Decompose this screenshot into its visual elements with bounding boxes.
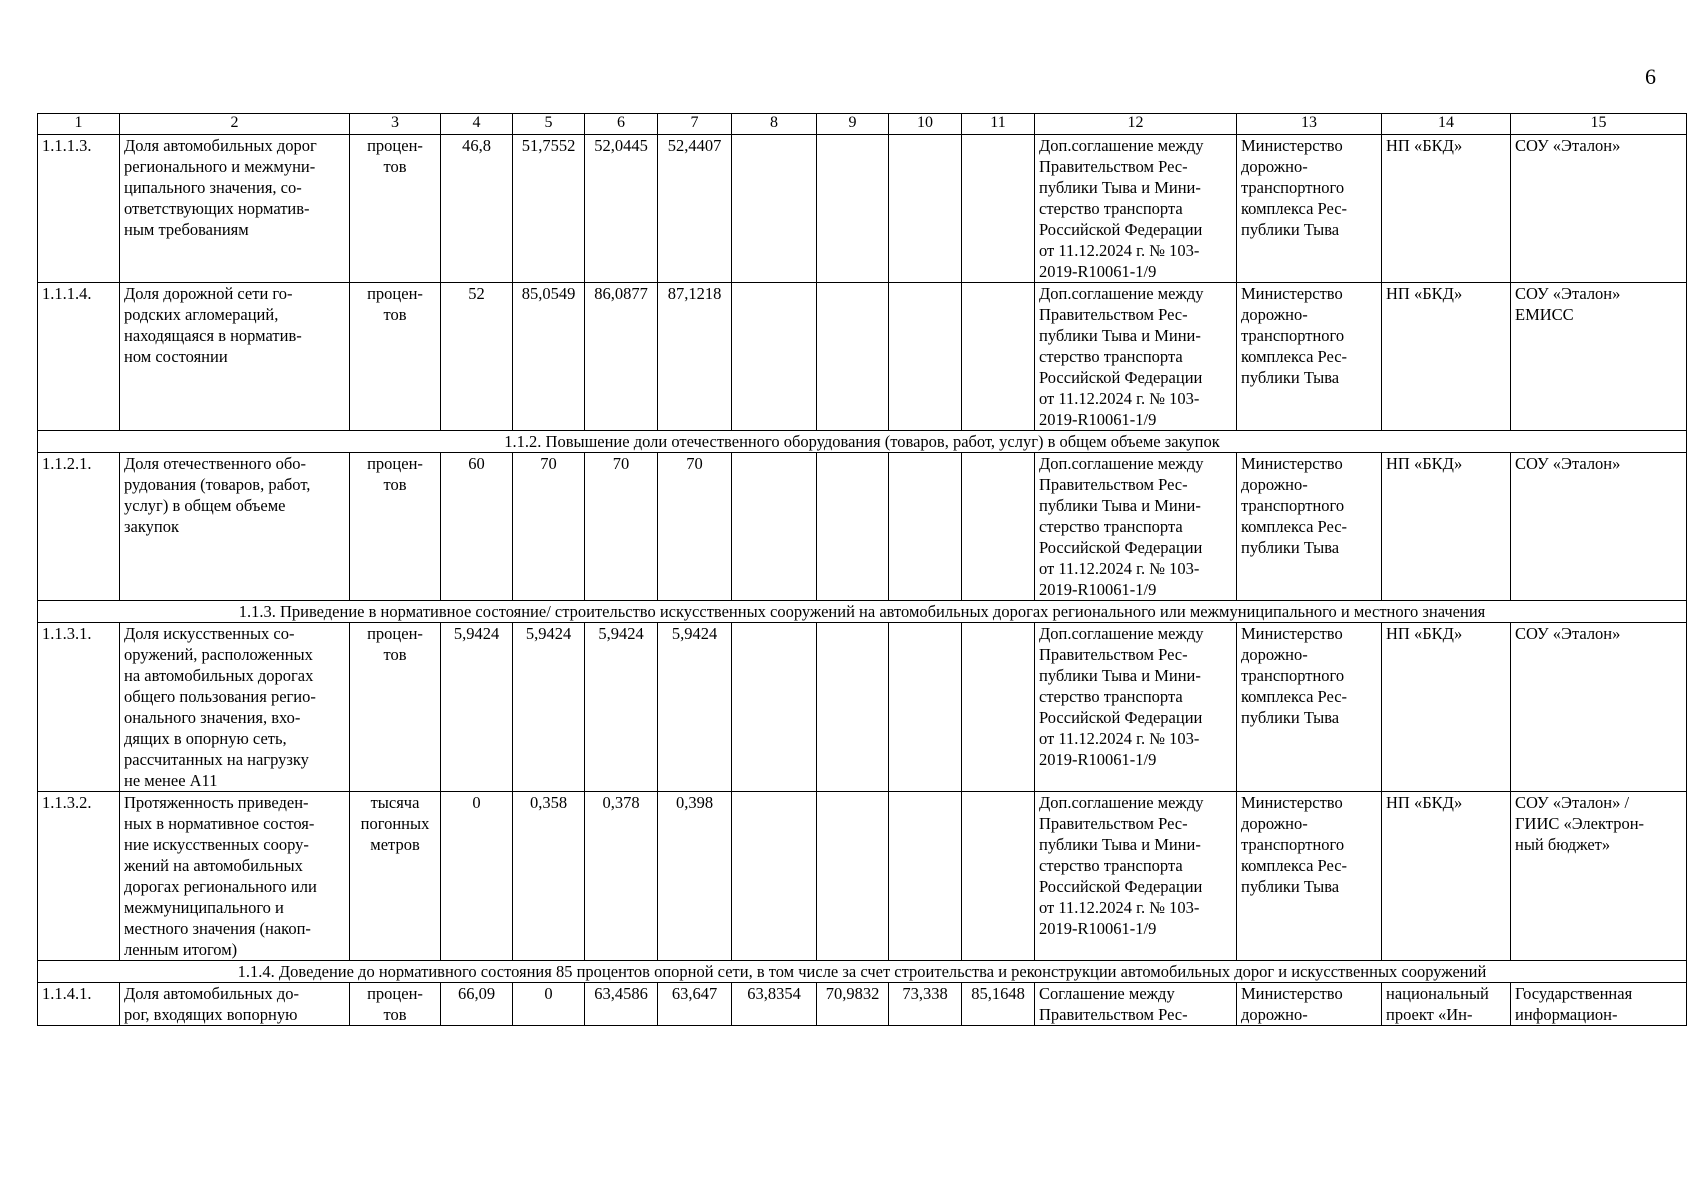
project-link-cell xyxy=(1382,283,1511,431)
responsible-agency-cell xyxy=(1237,983,1382,1026)
table-row xyxy=(38,283,1687,431)
indicator-name-cell xyxy=(120,453,350,601)
value-col-11-cell xyxy=(962,983,1035,1026)
document-basis: Доп.соглашение между Правительством Рес- публики Тыва и Мини- стерство транспорта Российской Федерации от 11.12.2024 г. № 103- 2019-R10061-1/9 xyxy=(1039,454,1204,599)
document-basis: Доп.соглашение между Правительством Рес- публики Тыва и Мини- стерство транспорта Российской Федерации от 11.12.2024 г. № 103- 2019-R10061-1/9 xyxy=(1039,136,1204,281)
responsible-agency-cell xyxy=(1237,453,1382,601)
responsible-agency-cell xyxy=(1237,792,1382,961)
value-col-6-cell xyxy=(585,792,658,961)
responsible-agency: Министерство дорожно- транспортного комплекса Рес- публики Тыва xyxy=(1241,624,1348,727)
responsible-agency: Министерство дорожно- транспортного комплекса Рес- публики Тыва xyxy=(1241,136,1348,239)
value-col-10-cell xyxy=(889,792,962,961)
row-code-cell xyxy=(38,623,120,792)
base-value-cell xyxy=(441,453,513,601)
value-col-8-cell xyxy=(732,283,817,431)
row-code: 1.1.1.3. xyxy=(42,136,92,155)
base-value-cell xyxy=(441,135,513,283)
unit: процен- тов xyxy=(367,136,423,176)
value-col-6-cell xyxy=(585,983,658,1026)
indicator-name: Протяженность приведен- ных в нормативное состоя- ние искусственных соору- жений на автомобильных дорогах регионального или межмуниципального и местного значения (накоп- ленным итогом) xyxy=(124,793,317,959)
indicator-name-cell xyxy=(120,983,350,1026)
row-code-cell xyxy=(38,453,120,601)
column-number: 3 xyxy=(350,114,441,135)
column-number: 14 xyxy=(1382,114,1511,135)
row-code: 1.1.2.1. xyxy=(42,454,92,473)
value-col-10-cell xyxy=(889,453,962,601)
base-value: 0 xyxy=(472,793,481,812)
base-value: 5,9424 xyxy=(453,624,500,643)
value-col-5: 5,9424 xyxy=(525,624,572,643)
document-basis-cell xyxy=(1035,792,1237,961)
project-link-cell xyxy=(1382,453,1511,601)
unit-cell xyxy=(350,453,441,601)
value-col-9: 70,9832 xyxy=(825,984,880,1003)
project-link-cell xyxy=(1382,623,1511,792)
value-col-5-cell xyxy=(513,453,585,601)
column-number: 9 xyxy=(817,114,889,135)
project-link: НП «БКД» xyxy=(1386,793,1463,812)
data-source-cell xyxy=(1511,135,1687,283)
document-basis: Доп.соглашение между Правительством Рес- публики Тыва и Мини- стерство транспорта Российской Федерации от 11.12.2024 г. № 103- 2019-R10061-1/9 xyxy=(1039,793,1204,938)
data-source: СОУ «Эталон» xyxy=(1515,624,1621,643)
data-source-cell xyxy=(1511,453,1687,601)
indicator-name: Доля автомобильных дорог регионального и межмуни- ципального значения, со- ответствующих норматив- ным требованиям xyxy=(124,136,317,239)
value-col-7-cell xyxy=(658,453,732,601)
value-col-11: 85,1648 xyxy=(971,984,1025,1003)
project-link: НП «БКД» xyxy=(1386,454,1463,473)
indicators-table xyxy=(37,113,1687,1026)
value-col-5-cell xyxy=(513,623,585,792)
row-code-cell xyxy=(38,135,120,283)
value-col-6: 52,0445 xyxy=(594,136,648,155)
document-basis-cell xyxy=(1035,453,1237,601)
row-code-cell xyxy=(38,983,120,1026)
base-value: 60 xyxy=(468,454,485,473)
responsible-agency: Министерство дорожно- транспортного комплекса Рес- публики Тыва xyxy=(1241,284,1348,387)
value-col-9-cell xyxy=(817,983,889,1026)
value-col-7: 0,398 xyxy=(675,793,714,812)
value-col-10-cell xyxy=(889,983,962,1026)
column-number: 15 xyxy=(1511,114,1687,135)
value-col-9-cell xyxy=(817,623,889,792)
value-col-6: 0,378 xyxy=(602,793,640,812)
responsible-agency: Министерство дорожно- xyxy=(1241,984,1343,1024)
column-number: 8 xyxy=(732,114,817,135)
value-col-6-cell xyxy=(585,623,658,792)
value-col-7-cell xyxy=(658,623,732,792)
value-col-5-cell xyxy=(513,283,585,431)
value-col-11-cell xyxy=(962,283,1035,431)
project-link: НП «БКД» xyxy=(1386,284,1463,303)
responsible-agency-cell xyxy=(1237,623,1382,792)
responsible-agency: Министерство дорожно- транспортного комплекса Рес- публики Тыва xyxy=(1241,793,1348,896)
project-link-cell xyxy=(1382,792,1511,961)
document-basis: Доп.соглашение между Правительством Рес- публики Тыва и Мини- стерство транспорта Российской Федерации от 11.12.2024 г. № 103- 2019-R10061-1/9 xyxy=(1039,284,1204,429)
column-number: 13 xyxy=(1237,114,1382,135)
value-col-5: 0 xyxy=(544,984,553,1003)
project-link: национальный проект «Ин- xyxy=(1386,984,1489,1024)
value-col-9-cell xyxy=(817,792,889,961)
indicator-name: Доля искусственных со- оружений, расположенных на автомобильных дорогах общего пользования регио- онального значения, вхо- дящих в опорную сеть, рассчитанных на нагрузку не менее А11 xyxy=(124,624,316,790)
data-source: СОУ «Эталон» xyxy=(1515,454,1621,473)
responsible-agency-cell xyxy=(1237,283,1382,431)
unit-cell xyxy=(350,283,441,431)
project-link-cell xyxy=(1382,983,1511,1026)
document-basis-cell xyxy=(1035,983,1237,1026)
column-number: 4 xyxy=(441,114,513,135)
value-col-8-cell xyxy=(732,453,817,601)
project-link: НП «БКД» xyxy=(1386,136,1463,155)
document-basis-cell xyxy=(1035,135,1237,283)
data-source: СОУ «Эталон» / ГИИС «Электрон- ный бюджет» xyxy=(1515,793,1645,854)
document-basis: Доп.соглашение между Правительством Рес- публики Тыва и Мини- стерство транспорта Российской Федерации от 11.12.2024 г. № 103- 2019-R10061-1/9 xyxy=(1039,624,1204,769)
base-value-cell xyxy=(441,283,513,431)
section-header-row xyxy=(38,431,1687,453)
value-col-9-cell xyxy=(817,453,889,601)
value-col-10-cell xyxy=(889,135,962,283)
unit: процен- тов xyxy=(367,984,423,1024)
unit-cell xyxy=(350,983,441,1026)
row-code: 1.1.3.1. xyxy=(42,624,92,643)
value-col-7: 87,1218 xyxy=(667,284,722,303)
value-col-11-cell xyxy=(962,623,1035,792)
indicator-name: Доля дорожной сети го- родских агломераций, находящаяся в норматив- ном состоянии xyxy=(124,284,302,366)
data-source: СОУ «Эталон» ЕМИСС xyxy=(1515,284,1621,324)
row-code-cell xyxy=(38,283,120,431)
base-value: 46,8 xyxy=(462,136,491,155)
base-value-cell xyxy=(441,983,513,1026)
unit: процен- тов xyxy=(367,624,423,664)
table-row xyxy=(38,135,1687,283)
value-col-6: 86,0877 xyxy=(594,284,648,303)
unit: тысяча погонных метров xyxy=(360,793,430,854)
value-col-5-cell xyxy=(513,983,585,1026)
unit-cell xyxy=(350,792,441,961)
table-row xyxy=(38,983,1687,1026)
row-code: 1.1.1.4. xyxy=(42,284,92,303)
responsible-agency: Министерство дорожно- транспортного комплекса Рес- публики Тыва xyxy=(1241,454,1348,557)
value-col-5: 51,7552 xyxy=(521,136,576,155)
value-col-7: 52,4407 xyxy=(667,136,722,155)
unit-cell xyxy=(350,623,441,792)
value-col-10-cell xyxy=(889,283,962,431)
indicator-name: Доля отечественного обо- рудования (товаров, работ, услуг) в общем объеме закупок xyxy=(124,454,311,536)
column-number: 12 xyxy=(1035,114,1237,135)
value-col-6: 70 xyxy=(612,454,630,473)
value-col-7: 5,9424 xyxy=(671,624,718,643)
value-col-6-cell xyxy=(585,453,658,601)
value-col-7: 63,647 xyxy=(671,984,718,1003)
indicator-name-cell xyxy=(120,792,350,961)
indicator-name-cell xyxy=(120,623,350,792)
document-basis-cell xyxy=(1035,623,1237,792)
value-col-7-cell xyxy=(658,792,732,961)
value-col-7-cell xyxy=(658,135,732,283)
document-basis: Соглашение между Правительством Рес- xyxy=(1039,984,1188,1024)
value-col-6: 63,4586 xyxy=(594,984,648,1003)
value-col-6-cell xyxy=(585,283,658,431)
value-col-5: 70 xyxy=(540,454,557,473)
project-link: НП «БКД» xyxy=(1386,624,1463,643)
value-col-10-cell xyxy=(889,623,962,792)
document-basis-cell xyxy=(1035,283,1237,431)
page-number: 6 xyxy=(1645,64,1656,89)
value-col-8-cell xyxy=(732,623,817,792)
value-col-11-cell xyxy=(962,792,1035,961)
unit: процен- тов xyxy=(367,284,423,324)
responsible-agency-cell xyxy=(1237,135,1382,283)
project-link-cell xyxy=(1382,135,1511,283)
data-source: СОУ «Эталон» xyxy=(1515,136,1621,155)
value-col-8: 63,8354 xyxy=(747,984,801,1003)
row-code-cell xyxy=(38,792,120,961)
value-col-5-cell xyxy=(513,135,585,283)
column-number: 10 xyxy=(889,114,962,135)
column-number: 7 xyxy=(658,114,732,135)
base-value-cell xyxy=(441,623,513,792)
data-source-cell xyxy=(1511,792,1687,961)
value-col-9-cell xyxy=(817,283,889,431)
column-number: 11 xyxy=(962,114,1035,135)
value-col-9-cell xyxy=(817,135,889,283)
value-col-7: 70 xyxy=(686,454,703,473)
value-col-11-cell xyxy=(962,453,1035,601)
table-row xyxy=(38,453,1687,601)
data-source-cell xyxy=(1511,623,1687,792)
unit: процен- тов xyxy=(367,454,423,494)
value-col-7-cell xyxy=(658,283,732,431)
indicator-name-cell xyxy=(120,135,350,283)
section-title: 1.1.2. Повышение доли отечественного оборудования (товаров, работ, услуг) в общем объеме закупок xyxy=(38,431,1687,453)
value-col-6: 5,9424 xyxy=(598,624,644,643)
value-col-11-cell xyxy=(962,135,1035,283)
base-value: 52 xyxy=(468,284,485,303)
value-col-8-cell xyxy=(732,792,817,961)
column-number: 1 xyxy=(38,114,120,135)
base-value: 66,09 xyxy=(457,984,496,1003)
column-number-row xyxy=(38,114,1687,135)
value-col-5: 0,358 xyxy=(529,793,568,812)
value-col-5: 85,0549 xyxy=(521,284,576,303)
data-source: Государственная информацион- xyxy=(1515,984,1633,1024)
value-col-6-cell xyxy=(585,135,658,283)
unit-cell xyxy=(350,135,441,283)
table-row xyxy=(38,792,1687,961)
section-header-row xyxy=(38,961,1687,983)
data-source-cell xyxy=(1511,283,1687,431)
value-col-10: 73,338 xyxy=(902,984,948,1003)
data-source-cell xyxy=(1511,983,1687,1026)
value-col-8-cell xyxy=(732,135,817,283)
column-number: 5 xyxy=(513,114,585,135)
column-number: 6 xyxy=(585,114,658,135)
section-title: 1.1.4. Доведение до нормативного состояния 85 процентов опорной сети, в том числе за счет строительства и реконструкции автомобильных дорог и искусственных сооружений xyxy=(38,961,1687,983)
base-value-cell xyxy=(441,792,513,961)
section-title: 1.1.3. Приведение в нормативное состояние/ строительство искусственных сооружений на автомобильных дорогах регионального или межмуниципального и местного значения xyxy=(38,601,1687,623)
indicator-name-cell xyxy=(120,283,350,431)
value-col-7-cell xyxy=(658,983,732,1026)
table-row xyxy=(38,623,1687,792)
value-col-5-cell xyxy=(513,792,585,961)
value-col-8-cell xyxy=(732,983,817,1026)
indicator-name: Доля автомобильных до- рог, входящих вопорную xyxy=(124,984,299,1024)
row-code: 1.1.3.2. xyxy=(42,793,92,812)
row-code: 1.1.4.1. xyxy=(42,984,92,1003)
section-header-row xyxy=(38,601,1687,623)
column-number: 2 xyxy=(120,114,350,135)
